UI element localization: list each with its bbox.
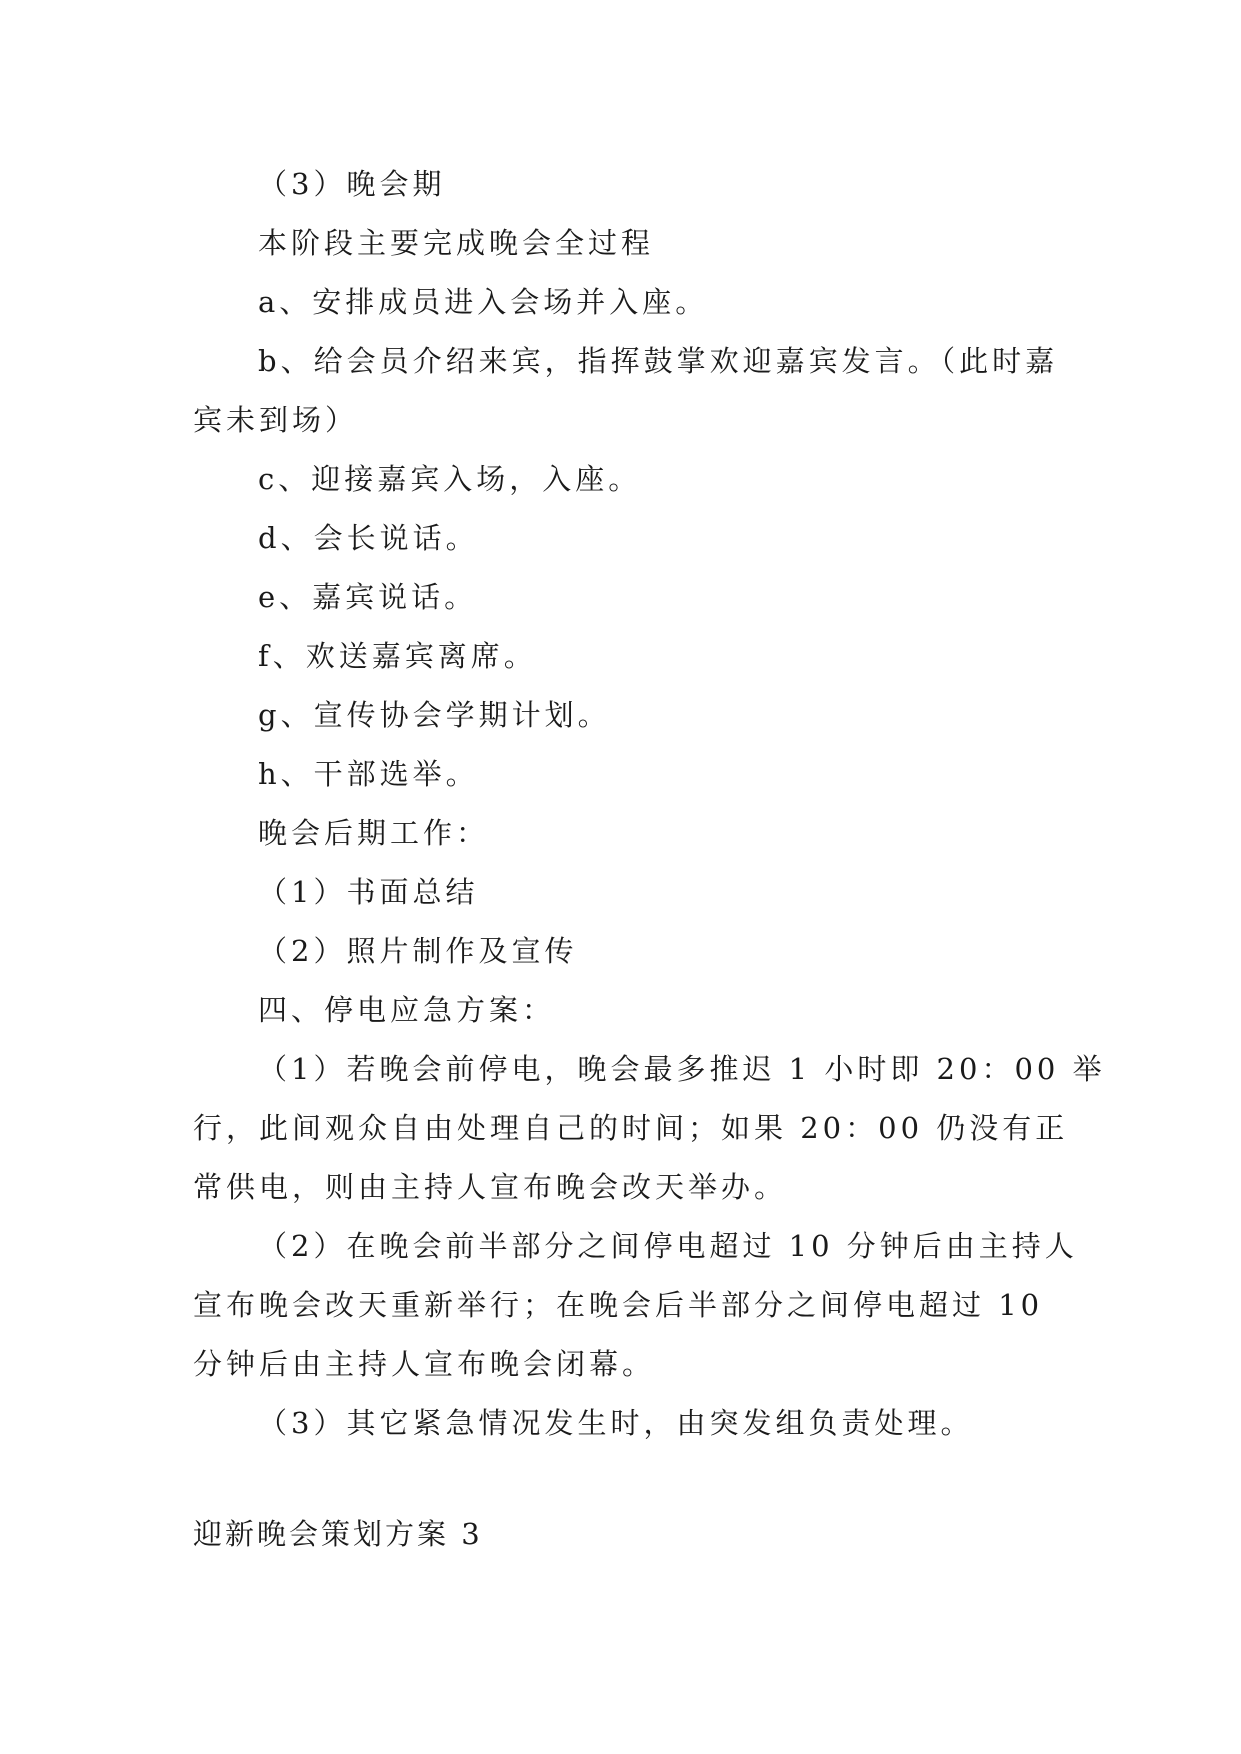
- paragraph-line: a、安排成员进入会场并入座。: [258, 285, 709, 319]
- paragraph-line: 宣布晚会改天重新举行；在晚会后半部分之间停电超过 10: [193, 1288, 1044, 1322]
- paragraph-line: （3）晚会期: [258, 167, 446, 201]
- paragraph-line: （1）书面总结: [258, 875, 479, 909]
- paragraph-line: 常供电，则由主持人宣布晚会改天举办。: [193, 1170, 788, 1204]
- paragraph-line: 本阶段主要完成晚会全过程: [258, 226, 655, 260]
- paragraph-line: 行，此间观众自由处理自己的时间；如果 20：00 仍没有正: [193, 1111, 1069, 1145]
- section-title: 迎新晚会策划方案 3: [193, 1517, 483, 1551]
- paragraph-line: 宾未到场）: [193, 403, 359, 437]
- paragraph-line: （2）在晚会前半部分之间停电超过 10 分钟后由主持人: [258, 1229, 1078, 1263]
- paragraph-line: e、嘉宾说话。: [258, 580, 478, 614]
- paragraph-line: 四、停电应急方案：: [258, 993, 556, 1027]
- paragraph-line: g、宣传协会学期计划。: [258, 698, 611, 732]
- paragraph-line: h、干部选举。: [258, 757, 479, 791]
- paragraph-line: b、给会员介绍来宾，指挥鼓掌欢迎嘉宾发言。（此时嘉: [258, 344, 1059, 378]
- paragraph-line: 晚会后期工作：: [258, 816, 490, 850]
- paragraph-line: d、会长说话。: [258, 521, 479, 555]
- paragraph-line: 分钟后由主持人宣布晚会闭幕。: [193, 1347, 656, 1381]
- paragraph-line: （1）若晚会前停电，晚会最多推迟 1 小时即 20：00 举: [258, 1052, 1106, 1086]
- paragraph-line: （2）照片制作及宣传: [258, 934, 578, 968]
- paragraph-line: f、欢送嘉宾离席。: [258, 639, 537, 673]
- paragraph-line: （3）其它紧急情况发生时，由突发组负责处理。: [258, 1406, 974, 1440]
- paragraph-line: c、迎接嘉宾入场，入座。: [258, 462, 642, 496]
